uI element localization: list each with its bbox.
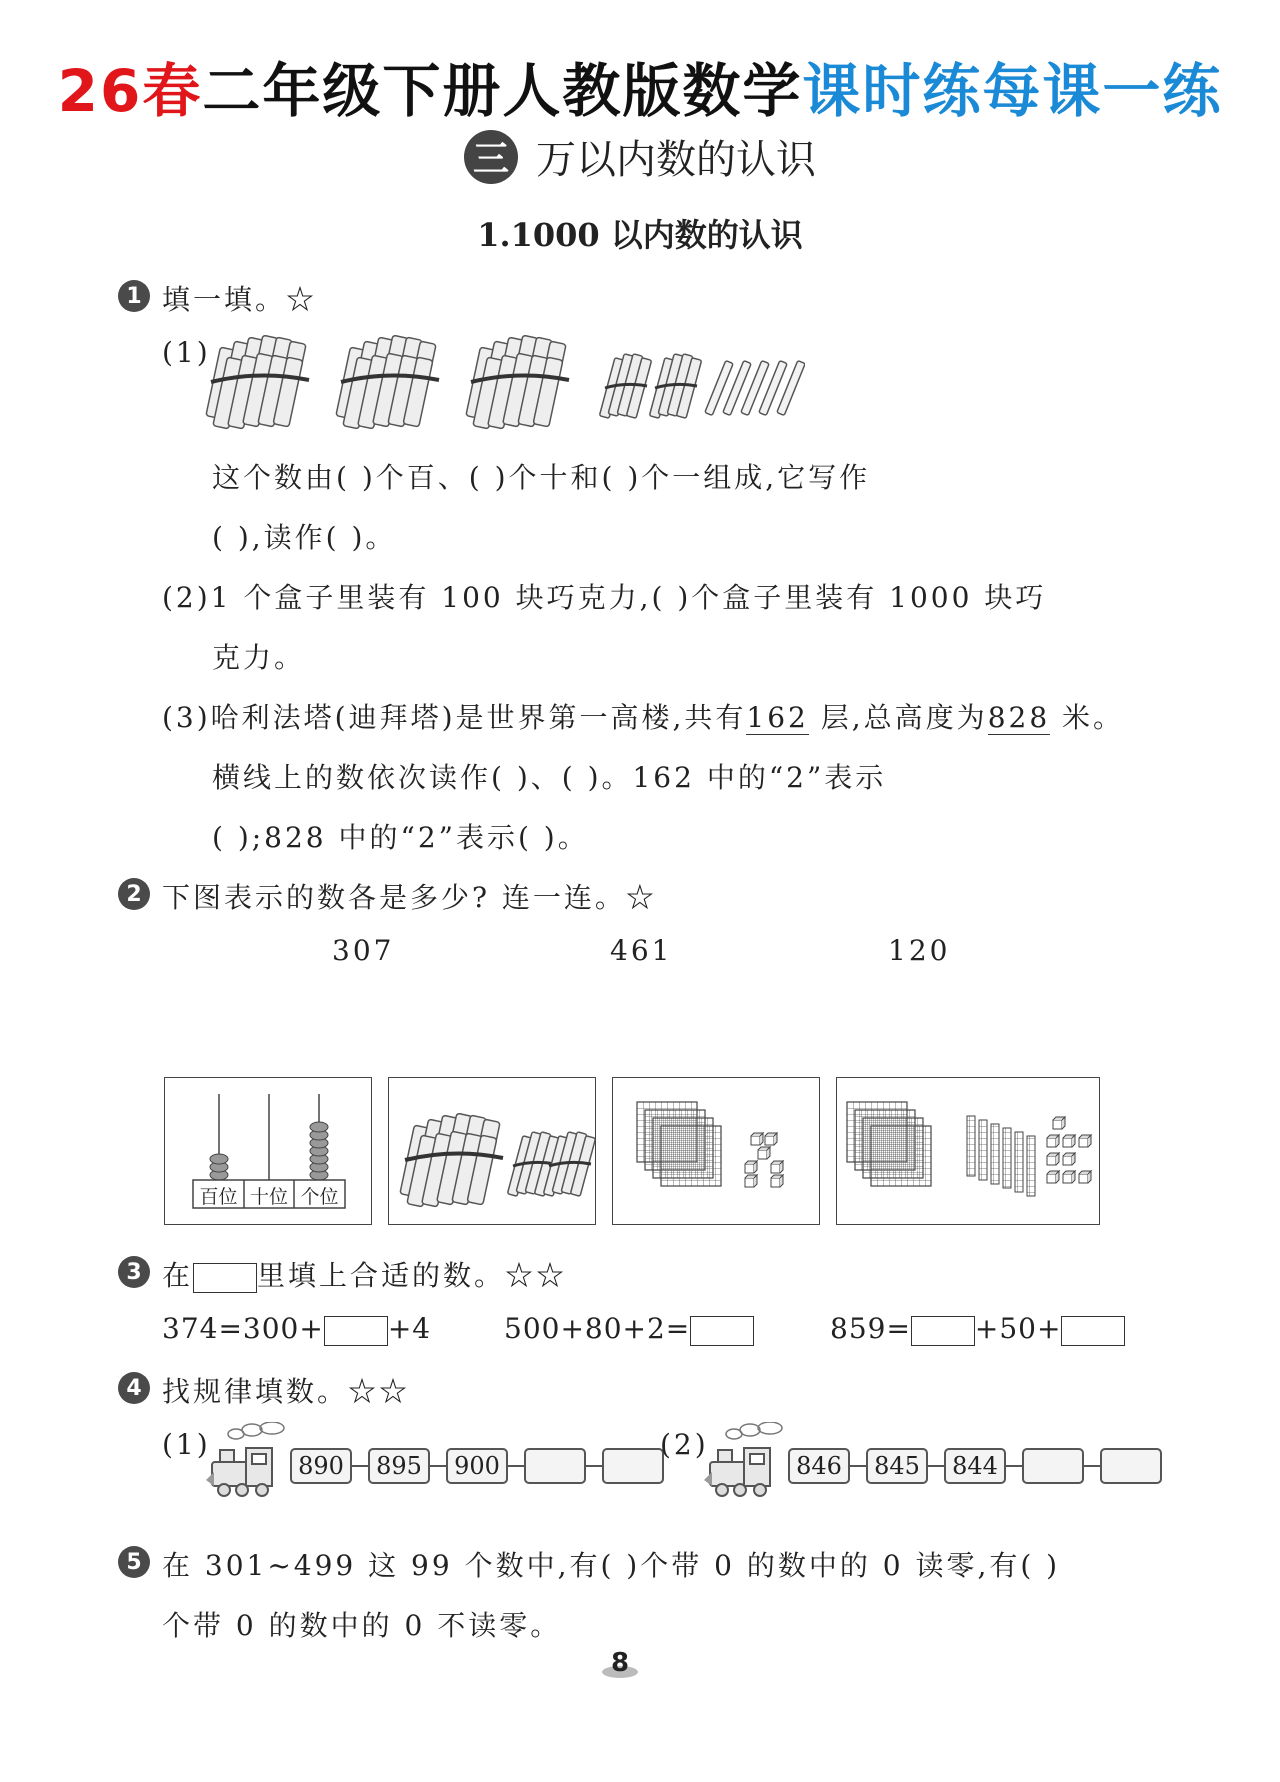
header-year: 26春	[57, 57, 203, 125]
question-5-number: 5	[118, 1546, 150, 1578]
train-car-blank[interactable]	[1100, 1448, 1162, 1484]
q4-train1-label: (1)	[162, 1428, 211, 1461]
q4-train2-label: (2)	[660, 1428, 709, 1461]
train-car: 890	[290, 1448, 352, 1484]
abacus-picture	[164, 1077, 372, 1225]
hundred-bundle	[206, 335, 309, 429]
answer-box[interactable]	[324, 1316, 388, 1346]
answer-box[interactable]	[911, 1316, 975, 1346]
train-2	[788, 1448, 1162, 1484]
train-car: 846	[788, 1448, 850, 1484]
unit-heading	[0, 128, 1280, 185]
q1-part3-line2: 横线上的数依次读作( )、( )。162 中的“2”表示	[212, 761, 887, 794]
answer-box[interactable]	[1061, 1316, 1125, 1346]
ten-bundle	[649, 354, 701, 419]
question-2-title: 下图表示的数各是多少? 连一连。☆	[162, 881, 657, 914]
underlined-828: 828	[987, 701, 1051, 734]
q1-part3-line3: ( );828 中的“2”表示( )。	[212, 821, 589, 854]
train-car: 895	[368, 1448, 430, 1484]
question-3-title: 在 里填上合适的数。☆☆	[162, 1259, 568, 1292]
q2-number-120: 120	[888, 934, 951, 967]
abacus-label-ones: 个位	[300, 1186, 339, 1208]
train-engine-icon	[206, 1422, 296, 1512]
q3-equation-1: 374=300+ +4	[162, 1312, 432, 1345]
q1-part1-line2: ( ),读作( )。	[212, 521, 397, 554]
train-car-blank[interactable]	[602, 1448, 664, 1484]
stick-bundles-illustration	[205, 330, 805, 440]
question-4-number: 4	[118, 1372, 150, 1404]
question-3-number: 3	[118, 1256, 150, 1288]
train-car-blank[interactable]	[524, 1448, 586, 1484]
hundred-bundle	[466, 335, 569, 429]
single-sticks	[705, 361, 805, 416]
blocks-picture-a	[612, 1077, 820, 1225]
abacus-label-hundreds: 百位	[199, 1186, 238, 1208]
blocks-picture-b	[836, 1077, 1100, 1225]
question-1-title: 填一填。☆	[162, 283, 318, 316]
q2-number-307: 307	[332, 934, 395, 967]
header-grade: 二年级下册人教版数学	[202, 57, 803, 125]
train-car-blank[interactable]	[1022, 1448, 1084, 1484]
train-car: 844	[944, 1448, 1006, 1484]
unit-title: 万以内数的认识	[536, 137, 816, 183]
q1-part2-line2: 克力。	[212, 641, 306, 674]
question-1-number: 1	[118, 280, 150, 312]
train-car: 845	[866, 1448, 928, 1484]
train-car: 900	[446, 1448, 508, 1484]
hundred-bundle	[336, 335, 439, 429]
abacus-label-tens: 十位	[249, 1186, 288, 1208]
example-answer-box	[193, 1263, 257, 1293]
underlined-162: 162	[746, 701, 809, 734]
q5-line2: 个带 0 的数中的 0 不读零。	[162, 1609, 562, 1642]
ten-bundle	[599, 354, 651, 419]
header-series: 课时练每课一练	[802, 57, 1223, 125]
page-header	[0, 44, 1280, 128]
q1-part1-label: (1)	[162, 336, 211, 369]
q1-part3-line1: (3)哈利法塔(迪拜塔)是世界第一高楼,共有162 层,总高度为828 米。	[162, 701, 1125, 734]
train-1	[290, 1448, 664, 1484]
question-2-number: 2	[118, 878, 150, 910]
answer-box[interactable]	[690, 1316, 754, 1346]
q1-part1-line1: 这个数由( )个百、( )个十和( )个一组成,它写作	[212, 461, 871, 494]
question-4-title: 找规律填数。☆☆	[162, 1375, 411, 1408]
page-number: 8	[610, 1648, 630, 1678]
abacus-labels	[193, 1182, 345, 1209]
q1-part2-line1: (2)1 个盒子里装有 100 块巧克力,( )个盒子里装有 1000 块巧	[162, 581, 1047, 614]
q5-line1: 在 301~499 这 99 个数中,有( )个带 0 的数中的 0 读零,有( )	[162, 1549, 1061, 1582]
lesson-title: 1.1000 以内数的认识	[477, 216, 803, 254]
train-engine-icon	[704, 1422, 794, 1512]
q3-equation-2: 500+80+2=	[504, 1312, 754, 1346]
q3-equation-3: 859= +50+	[830, 1312, 1125, 1346]
bundles-picture	[388, 1077, 596, 1225]
q2-number-461: 461	[610, 934, 673, 967]
unit-badge: 三	[464, 130, 518, 184]
